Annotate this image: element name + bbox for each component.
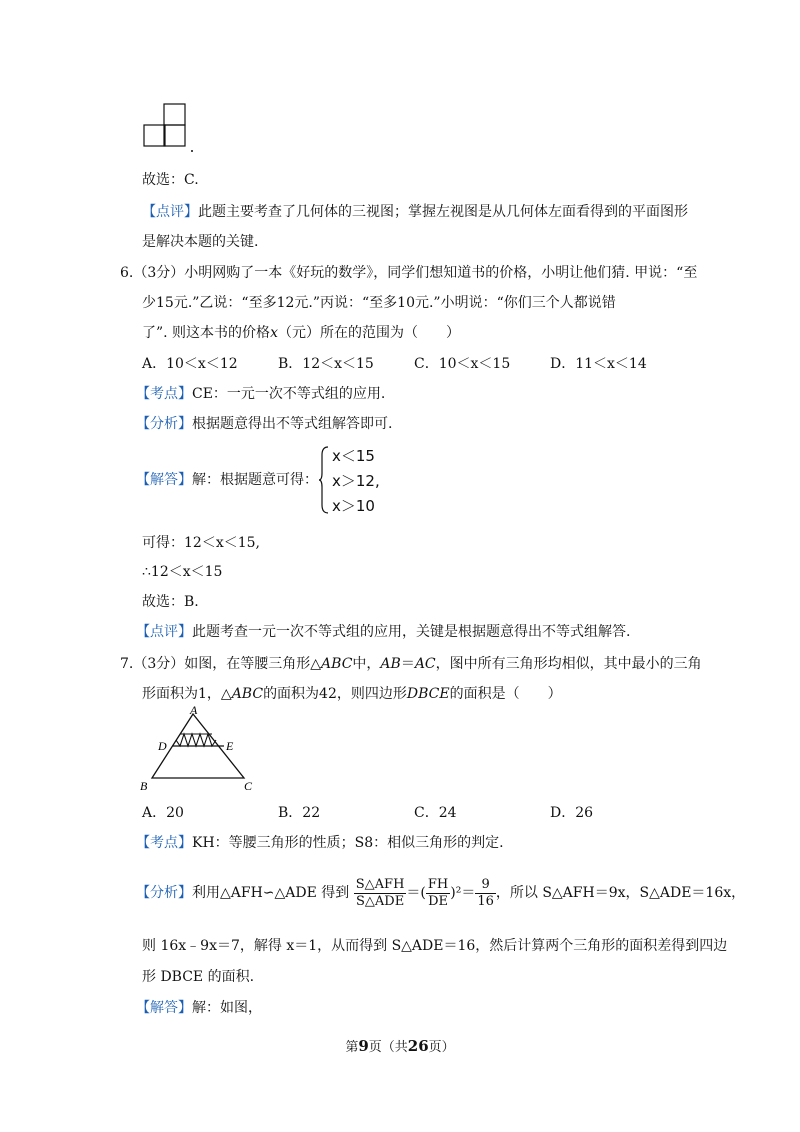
page-footer: 第9页（共26页） [345,1037,455,1055]
label-c: C [244,779,253,793]
label-b: B [140,779,148,793]
prev-choice: 故选：C. [142,172,199,188]
q6-kaodian: 【考点】CE：一元一次不等式组的应用. [136,386,386,402]
q7-stem-line1: 7.（3分）如图，在等腰三角形△ABC中，AB＝AC，图中所有三角形均相似，其中最小的三角 [120,656,702,672]
q6-choice: 故选：B. [142,594,199,610]
q6-result2: ∴12＜x＜15 [142,564,223,580]
fraction-9-16: $\frac{9}{16}$ [477,876,494,909]
left-brace [318,445,330,515]
square-top [164,104,185,125]
label-a: A [190,706,198,717]
q7-fenxi-line2: 则 16x﹣9x＝7，解得 x＝1，从而得到 S△ADE＝16，然后计算两个三角形的面积差得到四边 [142,938,728,954]
q6-option-c: C．10＜x＜15 [414,356,511,372]
comment-tag: 【点评】 [142,204,198,220]
q6-dianping: 【点评】此题考查一元一次不等式组的应用，关键是根据题意得出不等式组解答. [136,624,631,640]
q7-option-a: A．20 [142,805,184,821]
q7-option-c: C．24 [414,805,457,821]
prev-comment: 【点评】此题主要考查了几何体的三视图；掌握左视图是从几何体左面看得到的平面图形 [142,204,688,220]
fraction-fh-de: $\frac{FH}{DE}$ [427,876,449,909]
q7-stem-line2: 形面积为1，△ABC的面积为42，则四边形DBCE的面积是（ ） [142,686,562,702]
q6-option-b: B．12＜x＜15 [278,356,374,372]
q7-option-d: D．26 [550,805,594,821]
q7-fenxi: 【分析】利用△AFH∽△ADE 得到 $\frac{\text{S△AFH}}{\text{S△ADE}}$ ＝( $\frac{FH}{DE}$ )²＝ $\frac{9}{16}$ ，所以 S△AFH＝9x，S△ADE＝16x， [136,876,746,909]
square-bottom-right [164,125,185,146]
q6-stem-line1: 6.（3分）小明网购了一本《好玩的数学》，同学们想知道书的价格，小明让他们猜. 甲说：“至 [120,265,698,281]
ineq-1: x＜15 [332,447,375,465]
q7-kaodian: 【考点】KH：等腰三角形的性质；S8：相似三角形的判定. [136,835,504,851]
left-view-figure [142,102,202,154]
triangle-figure [138,706,258,798]
fraction-area: $\frac{\text{S△AFH}}{\text{S△ADE}}$ [355,876,405,909]
total-pages: 26 [407,1037,429,1055]
ineq-2: x＞12, [332,472,380,490]
q6-stem-line3: 了”. 则这本书的价格x（元）所在的范围为（ ） [142,325,460,341]
q6-result1: 可得：12＜x＜15, [142,535,260,551]
prev-comment-line2: 是解决本题的关键. [142,234,259,250]
page-number: 9 [358,1037,369,1055]
q7-option-b: B．22 [278,805,321,821]
q6-option-d: D．11＜x＜14 [550,356,647,372]
q7-jieda: 【解答】解：如图， [136,1000,262,1016]
q6-fenxi: 【分析】根据题意得出不等式组解答即可. [136,416,393,432]
ineq-3: x＞10 [332,497,375,515]
square-bottom-left [144,125,165,146]
label-d: D [158,739,167,753]
q6-option-a: A．10＜x＜12 [142,356,238,372]
q6-stem-line2: 少15元.”乙说：“至多12元.”丙说：“至多10元.”小明说：“你们三个人都说错 [142,295,616,311]
label-e: E [226,739,234,753]
q7-fenxi-line3: 形 DBCE 的面积. [142,969,255,985]
q6-jieda: 【解答】解：根据题意可得： [136,472,318,488]
